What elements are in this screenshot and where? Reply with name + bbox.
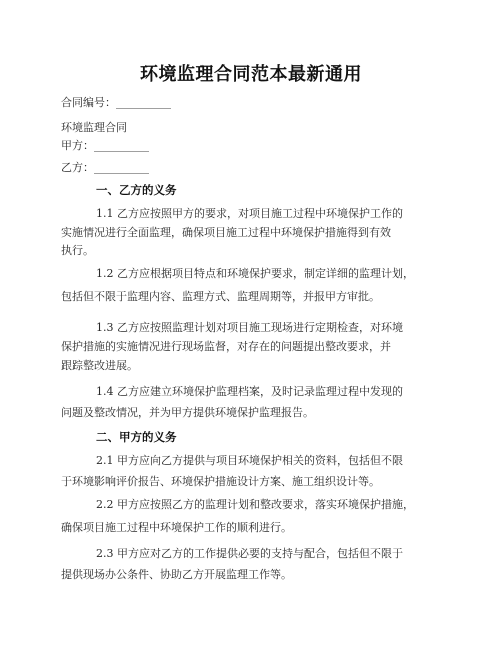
party-b: 乙方：__________ bbox=[61, 161, 149, 174]
paragraph-line: 跟踪整改进展。 bbox=[61, 359, 138, 372]
paragraph-line: 包括但不限于监理内容、监理方式、监理周期等，并报甲方审批。 bbox=[61, 290, 380, 303]
paragraph-line: 2.3 甲方应对乙方的工作提供必要的支持与配合，包括但不限于 bbox=[96, 547, 403, 560]
paragraph-line: 确保项目施工过程中环境保护工作的顺利进行。 bbox=[61, 521, 292, 534]
document-title: 环境监理合同范本最新通用 bbox=[140, 64, 362, 85]
paragraph-line: 1.1 乙方应按照甲方的要求，对项目施工过程中环境保护工作的 bbox=[96, 207, 403, 220]
paragraph-line: 实施情况进行全面监理，确保项目施工过程中环境保护措施得到有效 bbox=[61, 226, 391, 239]
paragraph-line: 1.2 乙方应根据项目特点和环境保护要求，制定详细的监理计划， bbox=[96, 267, 414, 280]
paragraph-line: 问题及整改情况，并为甲方提供环境保护监理报告。 bbox=[61, 406, 314, 419]
paragraph-line: 提供现场办公条件、协助乙方开展监理工作等。 bbox=[61, 568, 292, 581]
party-a: 甲方：__________ bbox=[61, 139, 149, 152]
section-heading-2: 二、甲方的义务 bbox=[96, 430, 177, 444]
paragraph-line: 保护措施的实施情况进行现场监督，对存在的问题提出整改要求，并 bbox=[61, 340, 391, 353]
paragraph-line: 2.2 甲方应按照乙方的监理计划和整改要求，落实环境保护措施， bbox=[96, 498, 414, 511]
section-heading-1: 一、乙方的义务 bbox=[96, 183, 177, 197]
paragraph-line: 执行。 bbox=[61, 244, 94, 257]
paragraph-line: 1.4 乙方应建立环境保护监理档案，及时记录监理过程中发现的 bbox=[96, 385, 403, 398]
contract-number: 合同编号：__________ bbox=[61, 96, 171, 109]
contract-name: 环境监理合同 bbox=[61, 121, 127, 134]
paragraph-line: 2.1 甲方应向乙方提供与项目环境保护相关的资料，包括但不限 bbox=[96, 454, 403, 467]
paragraph-line: 于环境影响评价报告、环境保护措施设计方案、施工组织设计等。 bbox=[61, 475, 380, 488]
paragraph-line: 1.3 乙方应按照监理计划对项目施工现场进行定期检查，对环境 bbox=[96, 321, 403, 334]
